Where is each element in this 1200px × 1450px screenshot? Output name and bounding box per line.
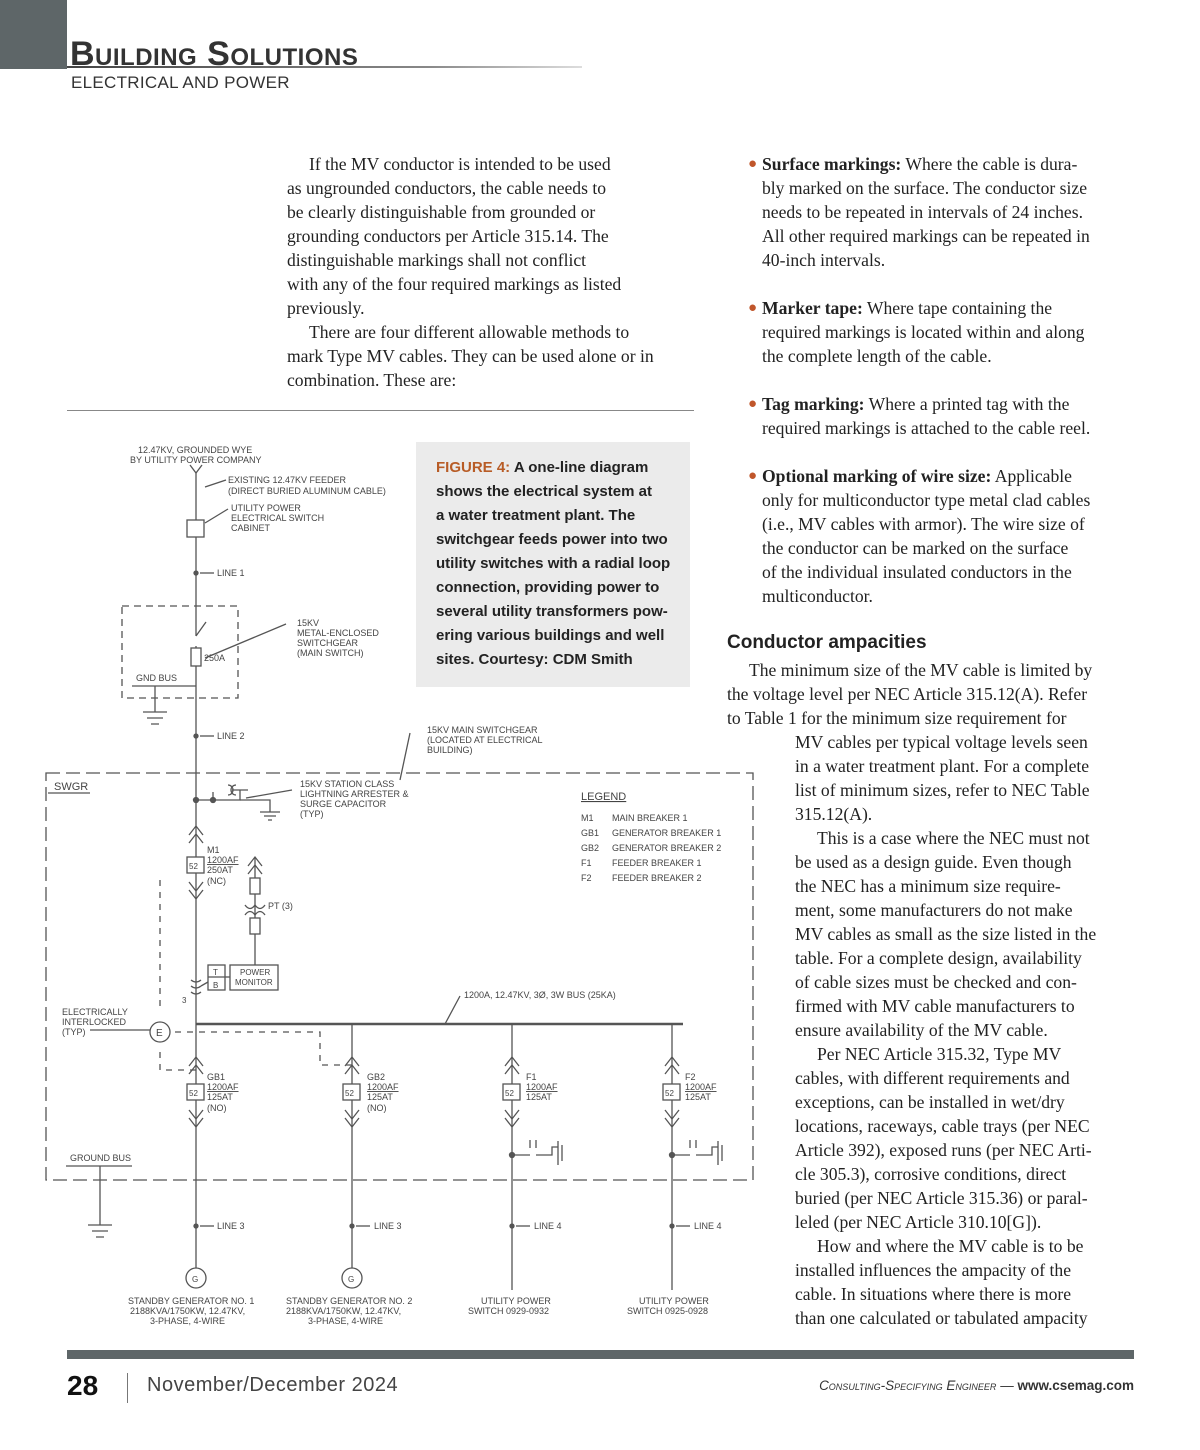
- utility-switch-label: UTILITY POWER: [639, 1296, 709, 1306]
- body-line: list of minimum sizes, refer to NEC Table: [795, 780, 1090, 800]
- swgr-label: SWGR: [54, 781, 89, 793]
- junction-dot: [670, 1153, 675, 1158]
- body-line: MV cables as small as the size listed in the: [795, 924, 1097, 944]
- body-line: to Table 1 for the minimum size requirement for: [727, 708, 1067, 728]
- bullet-line: [762, 296, 1052, 320]
- legend-code: M1: [581, 813, 594, 823]
- f2-label: F2: [685, 1072, 696, 1082]
- ground-bus-label: GROUND BUS: [70, 1153, 132, 1163]
- body-line: cable. In situations where there is more: [795, 1284, 1072, 1304]
- body-line: previously.: [287, 298, 365, 318]
- bullet-term: Optional marking of wire size:: [762, 466, 992, 486]
- body-line: the voltage level per NEC Article 315.12(A). Refer: [727, 684, 1088, 704]
- swgr-location-label: (LOCATED AT ELECTRICAL: [427, 735, 543, 745]
- arrester-label: SURGE CAPACITOR: [300, 799, 387, 809]
- arrester-label: 15KV STATION CLASS: [300, 779, 395, 789]
- gb2-device-number: 52: [345, 1089, 354, 1098]
- arrester-leader: [246, 790, 292, 798]
- body-line: the NEC has a minimum size require-: [795, 876, 1061, 896]
- bus-leader: [445, 996, 460, 1024]
- bullet-line: 40-inch intervals.: [762, 250, 886, 270]
- caption-text: A one-line diagram: [513, 459, 649, 476]
- bullet-line: multiconductor.: [762, 586, 873, 606]
- caption-label: FIGURE 4:: [436, 459, 511, 476]
- f2-arrester-icon: [672, 1140, 722, 1165]
- body-line: MV cables per typical voltage levels seen: [795, 732, 1088, 752]
- cabinet-leader: [205, 509, 228, 523]
- body-line: with any of the four required markings as listed: [287, 274, 622, 294]
- body-line: ensure availability of the MV cable.: [795, 1020, 1048, 1040]
- gb2-rating: 125AT: [367, 1092, 393, 1102]
- body-line: If the MV conductor is intended to be used: [309, 154, 611, 174]
- utility-switch-label: SWITCH 0929-0932: [468, 1306, 550, 1316]
- body-line: This is a case where the NEC must not: [817, 828, 1090, 848]
- m1-rating: 1200AF: [207, 855, 239, 865]
- magazine-name: Consulting-Specifying Engineer: [819, 1378, 997, 1393]
- line-1-label: LINE 1: [217, 568, 245, 578]
- m1-rating: 250AT: [207, 865, 233, 875]
- ct-link: [201, 982, 208, 986]
- bullet-line: [762, 392, 1069, 416]
- bullet-line: of the individual insulated conductors in the: [762, 562, 1072, 582]
- bullet-text: Where the cable is dura-: [905, 154, 1078, 174]
- interlock-label: INTERLOCKED: [62, 1017, 127, 1027]
- f1-rating: 1200AF: [526, 1082, 558, 1092]
- bullet-line: required markings is attached to the cable reel.: [762, 418, 1091, 438]
- bullet-line: (i.e., MV cables with armor). The wire size of: [762, 514, 1085, 534]
- bullet-term: Surface markings:: [762, 154, 902, 174]
- bullet-text: Applicable: [994, 466, 1072, 486]
- interlock-label: ELECTRICALLY: [62, 1007, 128, 1017]
- gb2-label: GB2: [367, 1072, 386, 1082]
- bullet-line: [762, 152, 1077, 176]
- section-subtitle: ELECTRICAL AND POWER: [71, 73, 290, 92]
- gb1-device-number: 52: [189, 1089, 198, 1098]
- interlock-dashed-right: [175, 1032, 352, 1065]
- caption-line: utility switches with a radial loop: [436, 555, 671, 572]
- interlock-dashed-left: [160, 880, 196, 1070]
- gb2-state: (NO): [367, 1103, 387, 1113]
- body-line: The minimum size of the MV cable is limited by: [749, 660, 1093, 680]
- publication-line: [740, 1378, 1134, 1393]
- surge-capacitor-icon: [213, 785, 236, 800]
- source-label: 12.47KV, GROUNDED WYE: [138, 445, 253, 455]
- f1-rating: 125AT: [526, 1092, 552, 1102]
- body-line: buried (per NEC Article 315.36) or paral-: [795, 1188, 1088, 1208]
- line-3-tick: [194, 1224, 198, 1228]
- header-block: [0, 0, 67, 69]
- f1-label: F1: [526, 1072, 537, 1082]
- swgr-location-label: 15KV MAIN SWITCHGEAR: [427, 725, 538, 735]
- generator-1-label: 2188KVA/1750KW, 12.47KV,: [130, 1306, 246, 1316]
- interlock-label: (TYP): [62, 1027, 86, 1037]
- body-line: installed influences the ampacity of the: [795, 1260, 1072, 1280]
- issue-date: November/December 2024: [147, 1374, 399, 1396]
- ground-symbol: [143, 712, 167, 724]
- body-line: than one calculated or tabulated ampacity: [795, 1308, 1088, 1328]
- bullet-text: Where a printed tag with the: [868, 394, 1070, 414]
- bus-label: 1200A, 12.47KV, 3Ø, 3W BUS (25KA): [464, 990, 616, 1000]
- f1-arrester-icon: [512, 1140, 562, 1165]
- f2-rating: 125AT: [685, 1092, 711, 1102]
- line-4-label: LINE 4: [534, 1221, 562, 1231]
- body-line: mark Type MV cables. They can be used alone or in: [287, 346, 654, 366]
- body-line: distinguishable markings shall not conflict: [287, 250, 587, 270]
- legend-text: FEEDER BREAKER 1: [612, 858, 702, 868]
- legend-code: F1: [581, 858, 592, 868]
- ground-bus-symbol: [88, 1225, 112, 1237]
- bullet-dot: ●: [748, 156, 758, 172]
- arrester-connection: [196, 790, 248, 800]
- section-heading: Conductor ampacities: [727, 632, 927, 653]
- feeder-label: EXISTING 12.47KV FEEDER: [228, 475, 347, 485]
- body-line: be used as a design guide. Even though: [795, 852, 1072, 872]
- m1-label: M1: [207, 845, 220, 855]
- bullet-term: Tag marking:: [762, 394, 865, 414]
- gb1-state: (NO): [207, 1103, 227, 1113]
- bullet-dot: ●: [748, 468, 758, 484]
- line-3-label: LINE 3: [217, 1221, 245, 1231]
- body-line: locations, raceways, cable trays (per NEC: [795, 1116, 1090, 1136]
- caption-line: switchgear feeds power into two: [436, 531, 668, 548]
- legend-text: GENERATOR BREAKER 1: [612, 828, 722, 838]
- body-line: Per NEC Article 315.32, Type MV: [817, 1044, 1062, 1064]
- line-4-tick: [510, 1224, 514, 1228]
- arrester-label: (TYP): [300, 809, 324, 819]
- generator-1-g: G: [192, 1275, 199, 1284]
- body-line: firmed with MV cable manufacturers to: [795, 996, 1075, 1016]
- cabinet-label: CABINET: [231, 523, 271, 533]
- gb1-rating: 125AT: [207, 1092, 233, 1102]
- bullet-dot: ●: [748, 396, 758, 412]
- body-line: combination. These are:: [287, 370, 457, 390]
- body-line: table. For a complete design, availability: [795, 948, 1082, 968]
- line-3b-tick: [350, 1224, 354, 1228]
- m1-state: (NC): [207, 876, 226, 886]
- body-line: How and where the MV cable is to be: [817, 1236, 1084, 1256]
- caption-line: [436, 456, 686, 480]
- main-switch-label: 15KV: [297, 618, 320, 628]
- footer-divider: [127, 1373, 128, 1403]
- generator-2-g: G: [348, 1275, 355, 1284]
- legend-code: GB2: [581, 843, 600, 853]
- feeder-leader: [205, 480, 226, 487]
- generator-2-label: 2188KVA/1750KW, 12.47KV,: [286, 1306, 402, 1316]
- main-switch-label: METAL-ENCLOSED: [297, 628, 379, 638]
- caption-line: several utility transformers pow-: [436, 603, 668, 620]
- junction-dot: [510, 1153, 515, 1158]
- line-4-label: LINE 4: [694, 1221, 722, 1231]
- line-2-tick: [194, 734, 198, 738]
- legend-text: FEEDER BREAKER 2: [612, 873, 702, 883]
- footer-separator: —: [1000, 1378, 1014, 1393]
- power-monitor-label: MONITOR: [235, 978, 273, 987]
- gnd-bus-label: GND BUS: [136, 673, 178, 683]
- utility-switch-label: SWITCH 0925-0928: [627, 1306, 709, 1316]
- legend-title: LEGEND: [581, 791, 627, 803]
- generator-2-label: 3-PHASE, 4-WIRE: [308, 1316, 384, 1326]
- body-line: be clearly distinguishable from grounded or: [287, 202, 596, 222]
- body-line: cle 305.3), corrosive conditions, direct: [795, 1164, 1067, 1184]
- bullet-text: Where tape containing the: [866, 298, 1053, 318]
- body-line: Article 392), exposed runs (per NEC Arti-: [795, 1140, 1092, 1160]
- body-line: in a water treatment plant. For a complete: [795, 756, 1090, 776]
- body-line: cables, with different requirements and: [795, 1068, 1070, 1088]
- tb-label-t: T: [213, 968, 218, 977]
- legend-code: GB1: [581, 828, 600, 838]
- body-line: There are four different allowable methods to: [309, 322, 630, 342]
- legend-text: GENERATOR BREAKER 2: [612, 843, 722, 853]
- generator-1-label: STANDBY GENERATOR NO. 1: [128, 1296, 255, 1306]
- pt-fuse: [250, 878, 260, 894]
- caption-line: connection, providing power to: [436, 579, 660, 596]
- interlock-e: E: [156, 1028, 163, 1039]
- line-2-label: LINE 2: [217, 731, 245, 741]
- arrester-label: LIGHTNING ARRESTER &: [300, 789, 409, 799]
- utility-switch-label: UTILITY POWER: [481, 1296, 551, 1306]
- pt-label: PT (3): [268, 901, 293, 911]
- f2-rating: 1200AF: [685, 1082, 717, 1092]
- gb1-label: GB1: [207, 1072, 226, 1082]
- main-switch-label: (MAIN SWITCH): [297, 648, 364, 658]
- body-line: of cable sizes must be checked and con-: [795, 972, 1077, 992]
- power-monitor-label: POWER: [240, 968, 271, 977]
- junction-dot: [211, 798, 216, 803]
- bullet-line: needs to be repeated in intervals of 24 inches.: [762, 202, 1083, 222]
- source-label: BY UTILITY POWER COMPANY: [130, 455, 262, 465]
- page-number: 28: [67, 1370, 99, 1401]
- body-line: ment, some manufacturers do not make: [795, 900, 1073, 920]
- body-line: grounding conductors per Article 315.14. The: [287, 226, 609, 246]
- website-link[interactable]: www.csemag.com: [1017, 1378, 1134, 1393]
- swgr-location-label: BUILDING): [427, 745, 473, 755]
- f2-device-number: 52: [665, 1089, 674, 1098]
- line-3-label: LINE 3: [374, 1221, 402, 1231]
- line-1-tick: [194, 571, 198, 575]
- m1-device-number: 52: [189, 862, 198, 871]
- line-4b-tick: [670, 1224, 674, 1228]
- gb2-rating: 1200AF: [367, 1082, 399, 1092]
- cabinet-label: UTILITY POWER: [231, 503, 301, 513]
- f1-device-number: 52: [505, 1089, 514, 1098]
- bullet-line: required markings is located within and along: [762, 322, 1085, 342]
- generator-1-label: 3-PHASE, 4-WIRE: [150, 1316, 226, 1326]
- ct-label: 3: [182, 996, 187, 1005]
- bullet-line: [762, 464, 1072, 488]
- caption-line: shows the electrical system at: [436, 483, 652, 500]
- section-title: Building Solutions: [70, 35, 359, 73]
- feeder-label: (DIRECT BURIED ALUMINUM CABLE): [228, 486, 386, 496]
- utility-switch-cabinet: [187, 520, 204, 537]
- caption-line: a water treatment plant. The: [436, 507, 636, 524]
- bullet-line: All other required markings can be repeated in: [762, 226, 1090, 246]
- bullet-line: bly marked on the surface. The conductor size: [762, 178, 1088, 198]
- arrester-ground: [240, 800, 280, 820]
- body-line: 315.12(A).: [795, 804, 873, 824]
- legend-code: F2: [581, 873, 592, 883]
- generator-2-label: STANDBY GENERATOR NO. 2: [286, 1296, 413, 1306]
- body-line: exceptions, can be installed in wet/dry: [795, 1092, 1065, 1112]
- bullet-line: only for multiconductor type metal clad cables: [762, 490, 1091, 510]
- gb1-rating: 1200AF: [207, 1082, 239, 1092]
- cabinet-label: ELECTRICAL SWITCH: [231, 513, 325, 523]
- utility-source-symbol: [190, 465, 202, 473]
- footer-bar: [67, 1350, 1134, 1359]
- legend-text: MAIN BREAKER 1: [612, 813, 688, 823]
- main-switch-label: SWITCHGEAR: [297, 638, 359, 648]
- body-line: as ungrounded conductors, the cable needs to: [287, 178, 607, 198]
- bullet-term: Marker tape:: [762, 298, 863, 318]
- caption-line: ering various buildings and well: [436, 627, 665, 644]
- fuse-label: 250A: [204, 653, 226, 663]
- pt-fuse-2: [250, 918, 260, 934]
- caption-line: sites. Courtesy: CDM Smith: [436, 651, 633, 668]
- figure-caption: [436, 456, 686, 672]
- bullet-line: the complete length of the cable.: [762, 346, 992, 366]
- bullet-dot: ●: [748, 300, 758, 316]
- main-switch-contact: [196, 620, 206, 648]
- bullet-line: the conductor can be marked on the surface: [762, 538, 1069, 558]
- tb-label-b: B: [213, 981, 219, 990]
- main-fuse: [191, 648, 201, 666]
- body-line: leled (per NEC Article 310.10[G]).: [795, 1212, 1042, 1232]
